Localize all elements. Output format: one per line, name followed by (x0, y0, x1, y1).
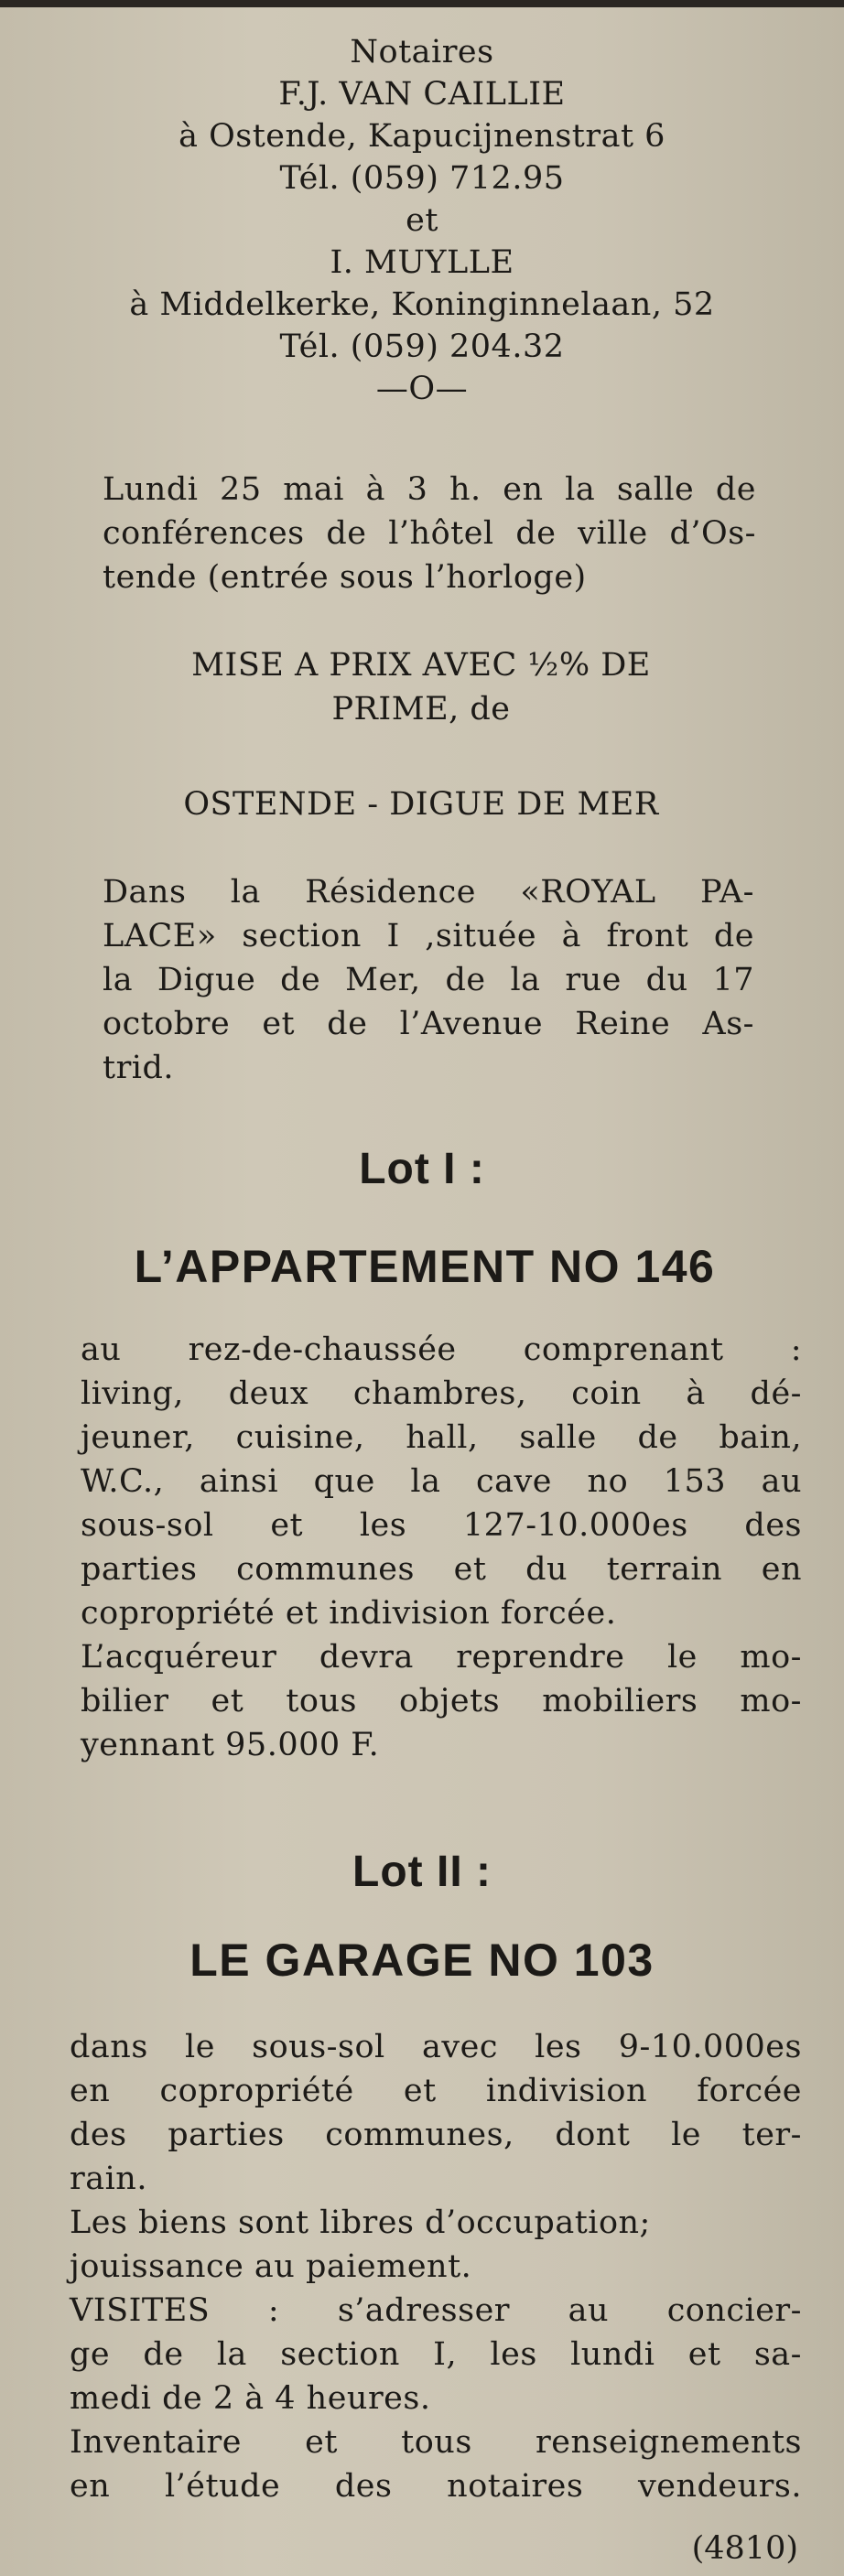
intro-line: conférences de l’hôtel de ville d’Os- (103, 515, 756, 552)
sale-line-1: MISE A PRIX AVEC ½% DE (191, 647, 651, 684)
lot2-line: dans le sous-sol avec les 9-10.000es (70, 2029, 802, 2065)
lot2-subtitle: LE GARAGE NO 103 (189, 1935, 655, 1986)
sale-line-2: PRIME, de (331, 691, 511, 728)
lot1-line: L’acquéreur devra reprendre le mo- (81, 1639, 802, 1676)
lot2-line: VISITES : s’adresser au concier- (70, 2292, 802, 2329)
intro-line: Lundi 25 mai à 3 h. en la salle de (103, 471, 756, 508)
residence-line: LACE» section I ,située à front de (103, 918, 754, 954)
lot2-line: ge de la section I, les lundi et sa- (70, 2336, 802, 2373)
notary2-address: à Middelkerke, Koninginnelaan, 52 (129, 286, 715, 323)
top-rule (0, 0, 844, 7)
lot1-line: W.C., ainsi que la cave no 153 au (81, 1463, 802, 1500)
reference-number: (4810) (691, 2530, 798, 2567)
lot1-line: au rez-de-chaussée comprenant : (81, 1331, 802, 1368)
lot2-line: des parties communes, dont le ter- (70, 2117, 802, 2153)
residence-line: la Digue de Mer, de la rue du 17 (103, 962, 754, 998)
lot2-line: Les biens sont libres d’occupation; (70, 2204, 651, 2241)
lot1-line: sous-sol et les 127-10.000es des (81, 1507, 802, 1544)
lot2-line: medi de 2 à 4 heures. (70, 2380, 431, 2417)
notary1-name: F.J. VAN CAILLIE (278, 76, 566, 113)
lot1-line: jeuner, cuisine, hall, salle de bain, (81, 1419, 802, 1456)
lot2-line: en copropriété et indivision forcée (70, 2073, 802, 2109)
residence-line: Dans la Résidence «ROYAL PA- (103, 874, 754, 911)
residence-line: trid. (103, 1050, 175, 1086)
lot2-title: Lot II : (352, 1848, 492, 1896)
lot2-line: rain. (70, 2161, 147, 2197)
lot1-subtitle: L’APPARTEMENT NO 146 (134, 1241, 716, 1292)
notaires-title: Notaires (350, 34, 494, 70)
lot1-line: bilier et tous objets mobiliers mo- (81, 1683, 802, 1719)
notary2-name: I. MUYLLE (330, 244, 514, 281)
lot1-line: yennant 95.000 F. (81, 1727, 380, 1763)
notary1-address: à Ostende, Kapucijnenstrat 6 (179, 118, 665, 155)
intro-line: tende (entrée sous l’horloge) (103, 559, 587, 596)
notary1-phone: Tél. (059) 712.95 (279, 160, 565, 197)
lot1-title: Lot I : (359, 1145, 485, 1193)
sale-location: OSTENDE - DIGUE DE MER (183, 786, 659, 823)
notary2-phone: Tél. (059) 204.32 (279, 329, 565, 365)
lot1-line: copropriété et indivision forcée. (81, 1595, 617, 1632)
conjunction: et (406, 202, 438, 239)
lot1-line: parties communes et du terrain en (81, 1551, 802, 1588)
lot1-line: living, deux chambres, coin à dé- (81, 1375, 802, 1412)
lot2-line: en l’étude des notaires vendeurs. (70, 2468, 802, 2505)
residence-line: octobre et de l’Avenue Reine As- (103, 1006, 754, 1042)
lot2-line: jouissance au paiement. (70, 2248, 472, 2285)
header-separator: —O— (375, 371, 469, 407)
lot2-line: Inventaire et tous renseignements (70, 2424, 802, 2461)
